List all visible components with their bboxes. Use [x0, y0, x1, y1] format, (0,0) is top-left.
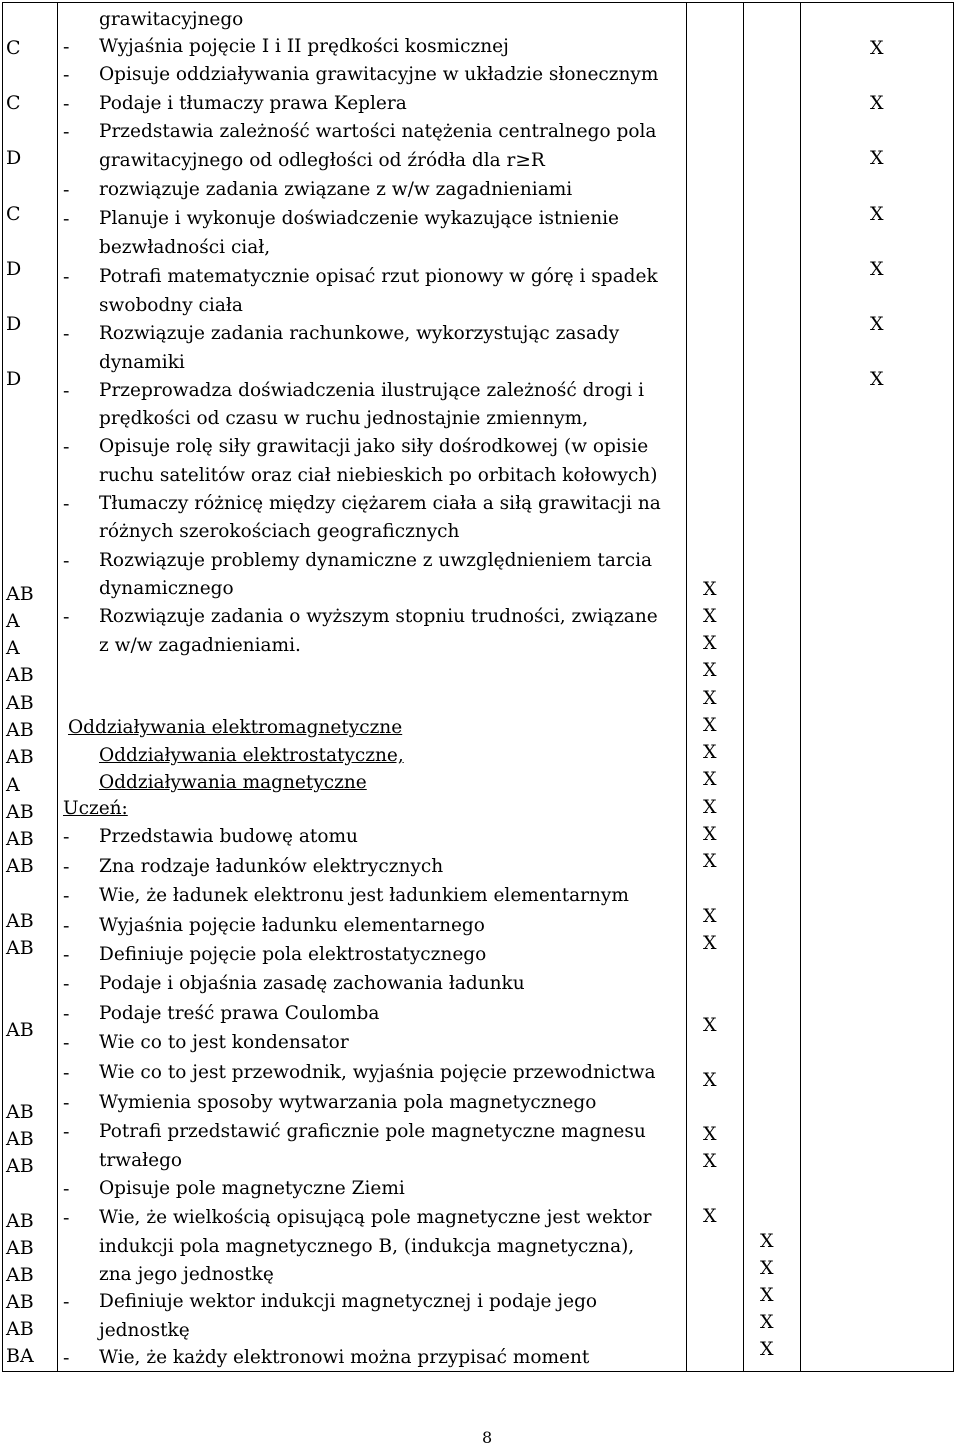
- column-divider: [743, 3, 744, 1371]
- level-cell: AB: [6, 664, 34, 686]
- level-cell: D: [6, 368, 22, 390]
- text-line: Definiuje wektor indukcji magnetycznej i podaje jego: [99, 1291, 598, 1312]
- bullet-dash: -: [63, 1207, 70, 1229]
- text-line: ruchu satelitów oraz ciał niebieskich po orbitach kołowych): [99, 465, 658, 486]
- text-line: Podaje i tłumaczy prawa Keplera: [99, 93, 407, 114]
- text-line: zna jego jednostkę: [99, 1264, 274, 1285]
- bullet-dash: -: [63, 826, 70, 848]
- text-line: jednostkę: [99, 1320, 190, 1341]
- mark-basic: X: [703, 823, 717, 845]
- mark-basic: X: [703, 796, 717, 818]
- level-cell: AB: [6, 1210, 34, 1232]
- mark-basic: X: [703, 932, 717, 954]
- bullet-dash: -: [63, 493, 70, 515]
- level-cell: D: [6, 147, 22, 169]
- text-line: Wie co to jest przewodnik, wyjaśnia pojęcie przewodnictwa: [99, 1062, 656, 1083]
- text-line: trwałego: [99, 1150, 183, 1171]
- bullet-dash: -: [63, 856, 70, 878]
- bullet-dash: -: [63, 208, 70, 230]
- bullet-dash: -: [63, 915, 70, 937]
- level-cell: AB: [6, 1019, 34, 1041]
- text-line: Wie, że ładunek elektronu jest ładunkiem elementarnym: [99, 885, 629, 906]
- mark-additional: X: [870, 37, 884, 59]
- text-line: Przedstawia zależność wartości natężenia centralnego pola: [99, 121, 657, 142]
- level-cell: AB: [6, 692, 34, 714]
- mark-extended: X: [760, 1284, 774, 1306]
- text-line: grawitacyjnego: [99, 9, 244, 30]
- bullet-dash: -: [63, 64, 70, 86]
- mark-basic: X: [703, 1150, 717, 1172]
- text-line: Rozwiązuje zadania o wyższym stopniu trudności, związane: [99, 606, 658, 627]
- bullet-dash: -: [63, 436, 70, 458]
- level-cell: AB: [6, 1318, 34, 1340]
- text-line: [99, 150, 545, 172]
- bullet-dash: -: [63, 1003, 70, 1025]
- mark-extended: X: [760, 1311, 774, 1333]
- mark-basic: X: [703, 768, 717, 790]
- text-line: swobodny ciała: [99, 295, 243, 316]
- bullet-dash: -: [63, 1347, 70, 1369]
- bullet-dash: -: [63, 36, 70, 58]
- bullet-dash: -: [63, 550, 70, 572]
- level-cell: AB: [6, 1101, 34, 1123]
- text-line: Tłumaczy różnicę między ciężarem ciała a siłą grawitacji na: [99, 493, 661, 514]
- bullet-dash: -: [63, 606, 70, 628]
- bullet-dash: -: [63, 179, 70, 201]
- level-cell: A: [6, 637, 20, 659]
- column-divider: [57, 3, 58, 1371]
- text-line: Opisuje pole magnetyczne Ziemi: [99, 1178, 405, 1199]
- bullet-dash: -: [63, 93, 70, 115]
- mark-basic: X: [703, 1123, 717, 1145]
- text-line-part: R: [530, 150, 545, 171]
- level-cell: AB: [6, 801, 34, 823]
- text-line: Wymienia sposoby wytwarzania pola magnetycznego: [99, 1092, 597, 1113]
- mark-additional: X: [870, 92, 884, 114]
- bullet-dash: -: [63, 1032, 70, 1054]
- bullet-dash: -: [63, 1121, 70, 1143]
- text-line: indukcji pola magnetycznego B, (indukcja magnetyczna),: [99, 1236, 635, 1257]
- bullet-dash: -: [63, 973, 70, 995]
- geq-symbol: ≥: [515, 150, 531, 171]
- text-line: Wyjaśnia pojęcie ładunku elementarnego: [99, 915, 485, 936]
- level-cell: D: [6, 313, 22, 335]
- text-line: różnych szerokościach geograficznych: [99, 521, 460, 542]
- mark-basic: X: [703, 1205, 717, 1227]
- level-cell: C: [6, 92, 21, 114]
- mark-basic: X: [703, 659, 717, 681]
- text-line: bezwładności ciał,: [99, 237, 271, 258]
- text-line: Podaje treść prawa Coulomba: [99, 1003, 380, 1024]
- mark-additional: X: [870, 258, 884, 280]
- bullet-dash: -: [63, 1092, 70, 1114]
- bullet-dash: -: [63, 266, 70, 288]
- text-line: z w/w zagadnieniami.: [99, 635, 301, 656]
- mark-basic: X: [703, 1069, 717, 1091]
- bullet-dash: -: [63, 885, 70, 907]
- level-cell: AB: [6, 1291, 34, 1313]
- text-line-part: grawitacyjnego od odległości od źródła dla r: [99, 150, 516, 171]
- bullet-dash: -: [63, 380, 70, 402]
- level-cell: AB: [6, 746, 34, 768]
- mark-additional: X: [870, 147, 884, 169]
- text-line: Opisuje oddziaływania grawitacyjne w układzie słonecznym: [99, 64, 659, 85]
- mark-basic: X: [703, 741, 717, 763]
- mark-additional: X: [870, 203, 884, 225]
- bullet-dash: -: [63, 323, 70, 345]
- page-number: 8: [482, 1428, 493, 1447]
- level-cell: AB: [6, 1237, 34, 1259]
- bullet-dash: -: [63, 1178, 70, 1200]
- text-line: rozwiązuje zadania związane z w/w zagadnieniami: [99, 179, 573, 200]
- level-cell: D: [6, 258, 22, 280]
- bullet-dash: -: [63, 1291, 70, 1313]
- level-cell: AB: [6, 1128, 34, 1150]
- level-cell: AB: [6, 719, 34, 741]
- mark-basic: X: [703, 687, 717, 709]
- text-line: Wie, że wielkością opisującą pole magnetyczne jest wektor: [99, 1207, 652, 1228]
- mark-basic: X: [703, 1014, 717, 1036]
- text-line: Opisuje rolę siły grawitacji jako siły dośrodkowej (w opisie: [99, 436, 649, 457]
- mark-basic: X: [703, 632, 717, 654]
- text-line: Zna rodzaje ładunków elektrycznych: [99, 856, 444, 877]
- level-cell: AB: [6, 583, 34, 605]
- level-cell: A: [6, 610, 20, 632]
- mark-additional: X: [870, 313, 884, 335]
- level-cell: AB: [6, 910, 34, 932]
- mark-extended: X: [760, 1230, 774, 1252]
- student-label: Uczeń:: [63, 798, 128, 819]
- text-line: Potrafi przedstawić graficznie pole magnetyczne magnesu: [99, 1121, 646, 1142]
- mark-extended: X: [760, 1338, 774, 1360]
- level-cell: BA: [6, 1345, 34, 1367]
- text-line: Potrafi matematycznie opisać rzut pionowy w górę i spadek: [99, 266, 658, 287]
- text-line: Wyjaśnia pojęcie I i II prędkości kosmicznej: [99, 36, 509, 57]
- level-cell: AB: [6, 828, 34, 850]
- text-line: Wie co to jest kondensator: [99, 1032, 349, 1053]
- section-subheading: Oddziaływania elektrostatyczne,: [99, 745, 404, 766]
- mark-basic: X: [703, 850, 717, 872]
- bullet-dash: -: [63, 944, 70, 966]
- text-line: Definiuje pojęcie pola elektrostatycznego: [99, 944, 487, 965]
- text-line: dynamiki: [99, 352, 185, 373]
- mark-basic: X: [703, 605, 717, 627]
- level-cell: AB: [6, 1264, 34, 1286]
- column-divider: [800, 3, 801, 1371]
- mark-extended: X: [760, 1257, 774, 1279]
- text-line: Wie, że każdy elektronowi można przypisać moment: [99, 1347, 590, 1368]
- mark-basic: X: [703, 578, 717, 600]
- column-divider: [686, 3, 687, 1371]
- bullet-dash: -: [63, 1062, 70, 1084]
- bullet-dash: -: [63, 121, 70, 143]
- level-cell: C: [6, 203, 21, 225]
- level-cell: A: [6, 774, 20, 796]
- level-cell: AB: [6, 1155, 34, 1177]
- mark-basic: X: [703, 714, 717, 736]
- text-line: Przedstawia budowę atomu: [99, 826, 358, 847]
- level-cell: AB: [6, 855, 34, 877]
- text-line: dynamicznego: [99, 578, 234, 599]
- text-line: prędkości od czasu w ruchu jednostajnie zmiennym,: [99, 408, 589, 429]
- mark-additional: X: [870, 368, 884, 390]
- section-heading: Oddziaływania elektromagnetyczne: [68, 717, 403, 738]
- text-line: Rozwiązuje zadania rachunkowe, wykorzystując zasady: [99, 323, 620, 344]
- level-cell: AB: [6, 937, 34, 959]
- text-line: Rozwiązuje problemy dynamiczne z uwzględnieniem tarcia: [99, 550, 653, 571]
- level-cell: C: [6, 37, 21, 59]
- section-subheading: Oddziaływania magnetyczne: [99, 772, 367, 793]
- mark-basic: X: [703, 905, 717, 927]
- text-line: Planuje i wykonuje doświadczenie wykazujące istnienie: [99, 208, 619, 229]
- text-line: Przeprowadza doświadczenia ilustrujące zależność drogi i: [99, 380, 645, 401]
- text-line: Podaje i objaśnia zasadę zachowania ładunku: [99, 973, 525, 994]
